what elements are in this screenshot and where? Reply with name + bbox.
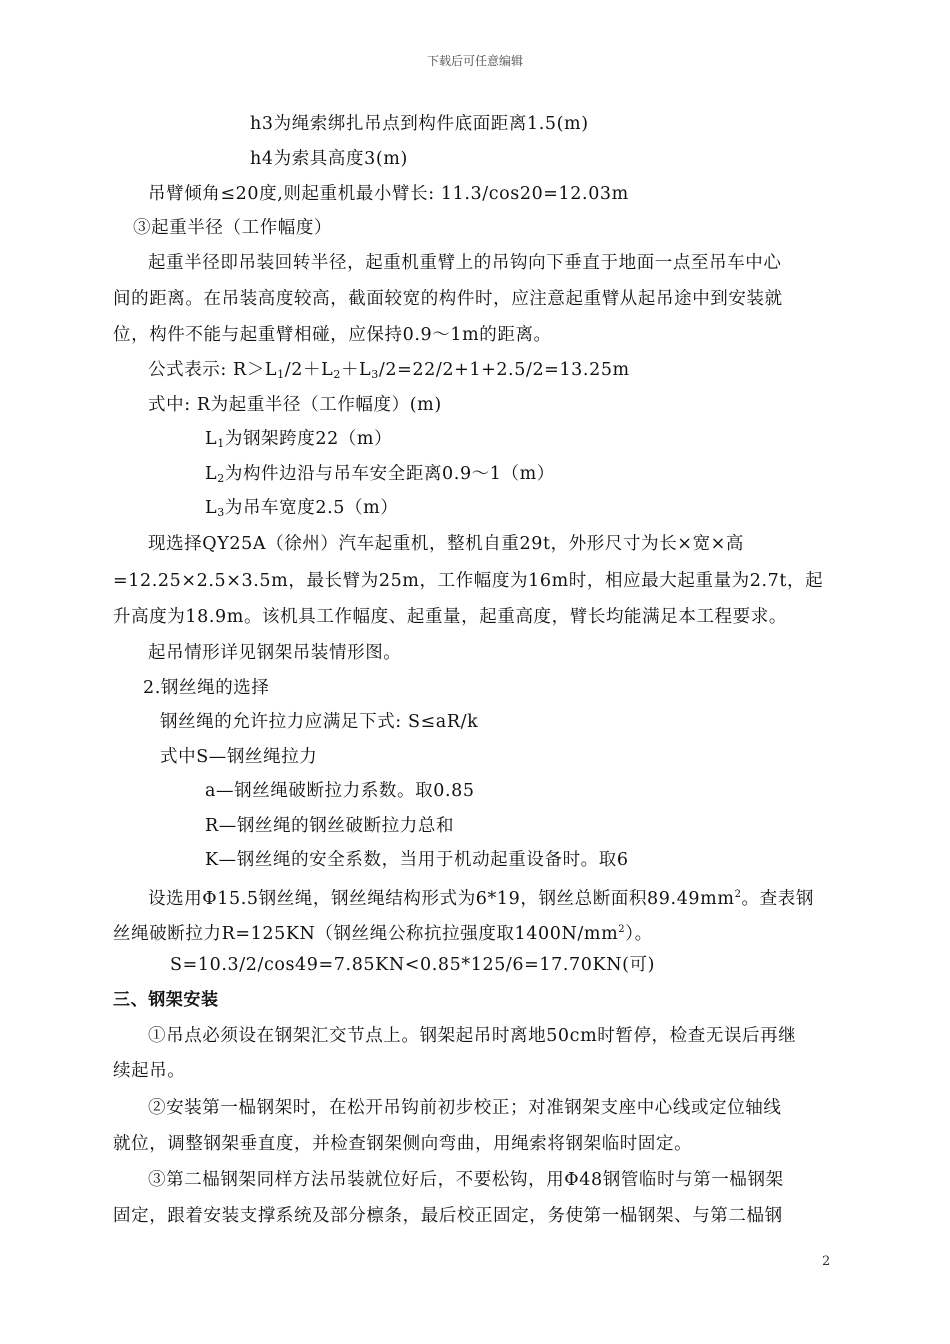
text-line: 固定，跟着安装支撑系统及部分檩条，最后校正固定，务使第一榀钢架、与第二榀钢 — [113, 1206, 783, 1226]
text-line: R—钢丝绳的钢丝破断拉力总和 — [205, 816, 455, 836]
text-line: $L_1$为钢架跨度22（m） — [205, 429, 393, 450]
text-line: h4为索具高度3(m) — [250, 149, 408, 169]
text-line: ①吊点必须设在钢架汇交节点上。钢架起吊时离地50cm时暂停，检查无误后再继 — [148, 1026, 797, 1046]
text-line: 就位，调整钢架垂直度，并检查钢架侧向弯曲，用绳索将钢架临时固定。 — [113, 1134, 693, 1154]
text-line: 式中: R为起重半径（工作幅度）(m) — [148, 395, 442, 415]
text-line: 间的距离。在吊装高度较高，截面较宽的构件时，应注意起重臂从起吊途中到安装就 — [113, 289, 783, 309]
text-line: ③第二榀钢架同样方法吊装就位好后，不要松钩，用Φ48钢管临时与第一榀钢架 — [148, 1170, 784, 1190]
text-line: 式中S—钢丝绳拉力 — [160, 747, 318, 767]
formula-line: S=10.3/2/cos49=7.85KN<0.85*125/6=17.70KN(可) — [170, 955, 656, 975]
text-line: 吊臂倾角≤20度,则起重机最小臂长: 11.3/cos20=12.03m — [148, 184, 629, 204]
text-line: 丝绳破断拉力R=125KN（钢丝绳公称抗拉强度取$1400N/mm^2$）。 — [113, 924, 653, 944]
text-line: 现选择QY25A（徐州）汽车起重机，整机自重29t，外形尺寸为长×宽×高 — [148, 534, 745, 554]
text-line: 位，构件不能与起重臂相碰，应保持0.9～1m的距离。 — [113, 325, 552, 345]
text-line: =12.25×2.5×3.5m，最长臂为25m，工作幅度为16m时，相应最大起重量为2.7t，起 — [113, 571, 824, 591]
subsection-heading: 2.钢丝绳的选择 — [143, 678, 270, 698]
text-line: h3为绳索绑扎吊点到构件底面距离1.5(m) — [250, 114, 589, 134]
section-heading: ③起重半径（工作幅度） — [133, 218, 333, 238]
section-heading: 三、钢架安装 — [113, 990, 219, 1010]
page-header: 下载后可任意编辑 — [426, 54, 523, 68]
text-line: a—钢丝绳破断拉力系数。取0.85 — [205, 781, 475, 801]
text-line: ②安装第一榀钢架时，在松开吊钩前初步校正；对准钢架支座中心线或定位轴线 — [148, 1098, 782, 1118]
text-line: 设选用Φ15.5钢丝绳，钢丝绳结构形式为6*19，钢丝总断面积$89.49mm^2$。查表钢 — [148, 889, 814, 909]
text-line: K—钢丝绳的安全系数，当用于机动起重设备时。取6 — [205, 850, 629, 870]
text-line: $L_3$为吊车宽度2.5（m） — [205, 498, 399, 519]
formula-line: 公式表示: $R>L_1/2+L_2+L_3/2=22/2+1+2.5/2=13.25m$ — [148, 360, 630, 381]
text-line: 升高度为18.9m。该机具工作幅度、起重量，起重高度，臂长均能满足本工程要求。 — [113, 607, 787, 627]
text-line: 起吊情形详见钢架吊装情形图。 — [148, 643, 402, 663]
text-line: 续起吊。 — [113, 1061, 186, 1081]
text-line: 钢丝绳的允许拉力应满足下式: S≤aR/k — [160, 712, 479, 732]
page-number: 2 — [822, 1254, 831, 1269]
text-line: 起重半径即吊装回转半径，起重机重臂上的吊钩向下垂直于地面一点至吊车中心 — [148, 253, 782, 273]
text-line: $L_2$为构件边沿与吊车安全距离0.9～1（m） — [205, 464, 555, 485]
